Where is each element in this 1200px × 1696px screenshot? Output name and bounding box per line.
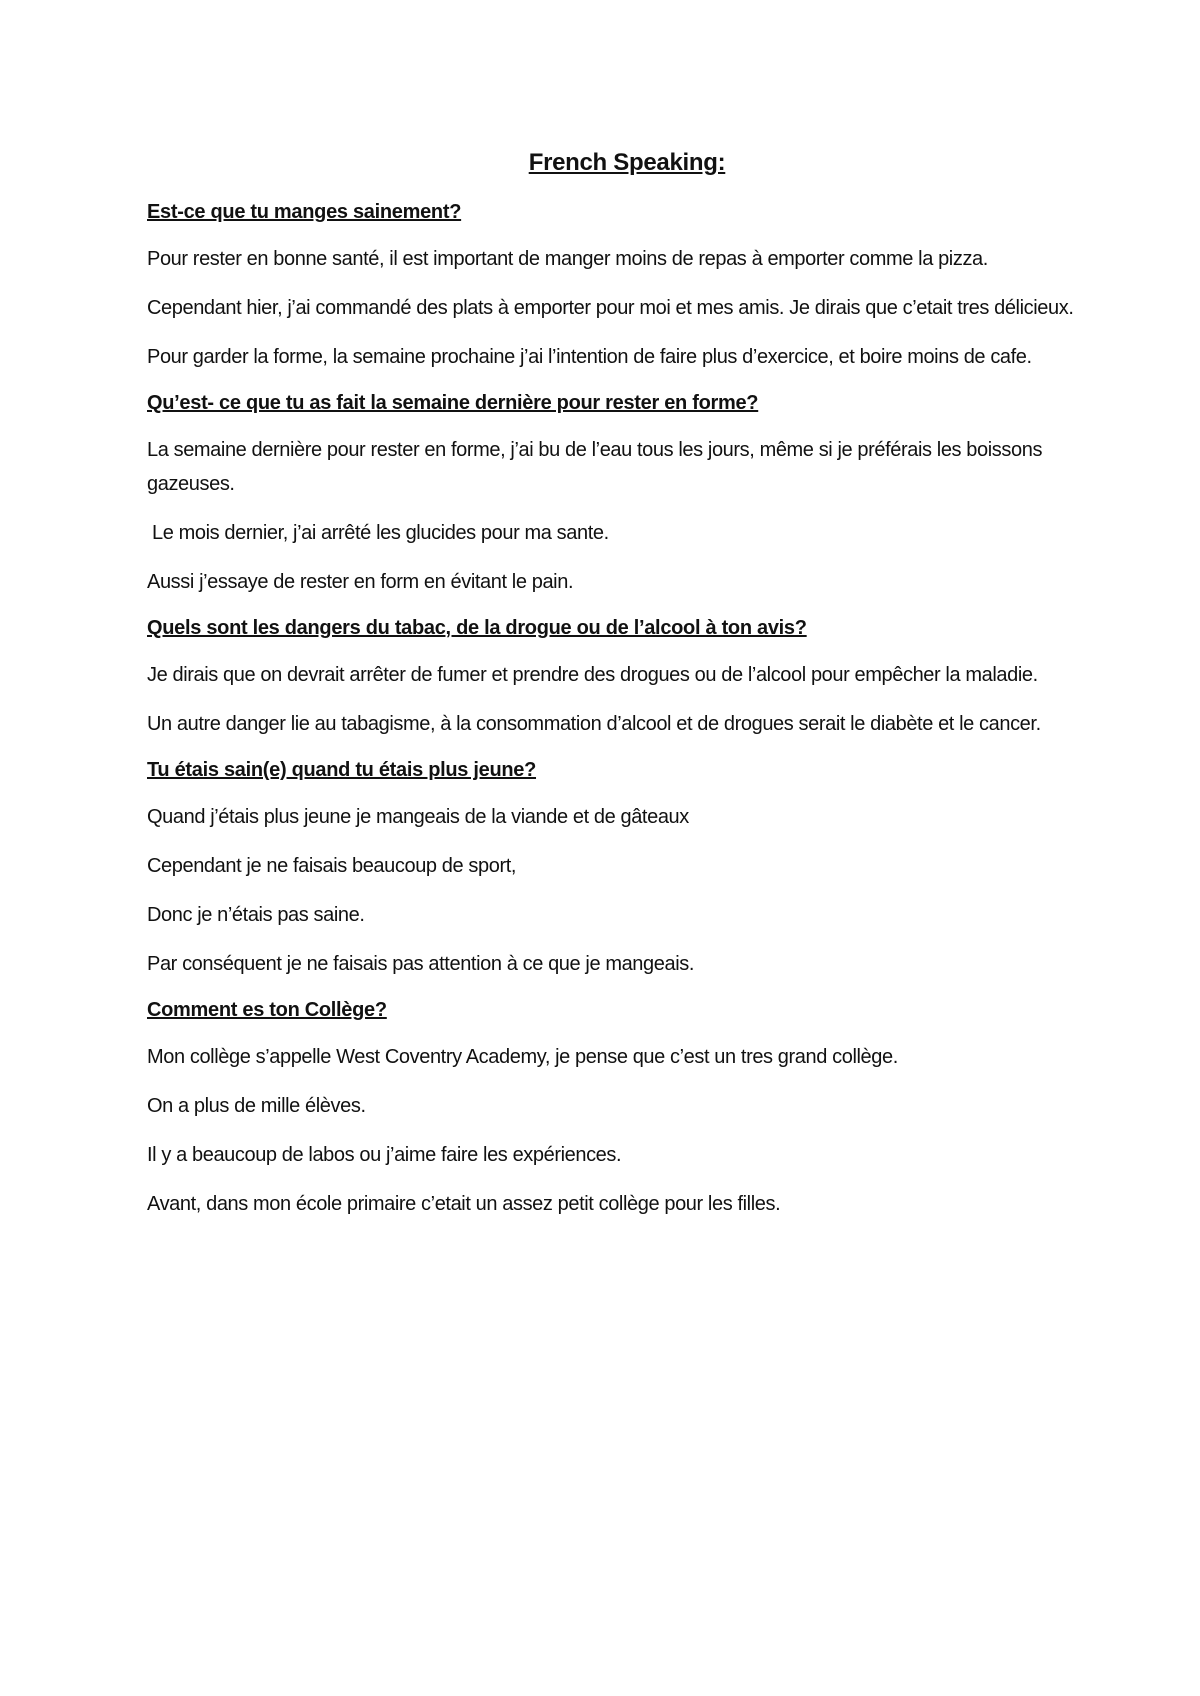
section-3-answer-2: Un autre danger lie au tabagisme, à la consommation d’alcool et de drogues serait le diabète et le cancer. (147, 713, 1041, 735)
section-4-answer-2: Cependant je ne faisais beaucoup de sport, (147, 855, 517, 877)
document-title: French Speaking: (528, 149, 726, 176)
section-2-answer-1: La semaine dernière pour rester en forme, j’ai bu de l’eau tous les jours, même si je préférais les boissons gazeuses. (147, 439, 1043, 495)
section-5-answer-2: On a plus de mille élèves. (147, 1095, 366, 1117)
section-5-answer-4: Avant, dans mon école primaire c’etait un assez petit collège pour les filles. (147, 1193, 781, 1215)
section-4-answer-1: Quand j’étais plus jeune je mangeais de la viande et de gâteaux (147, 806, 689, 828)
section-1-answer-2: Cependant hier, j’ai commandé des plats à emporter pour moi et mes amis. Je dirais que c’etait tres délicieux. (147, 297, 1074, 319)
section-4-answer-3: Donc je n’étais pas saine. (147, 904, 365, 926)
section-5-question: Comment es ton Collège? (147, 999, 387, 1021)
section-2-answer-2: Le mois dernier, j’ai arrêté les glucides pour ma sante. (152, 522, 609, 544)
section-2-answer-3: Aussi j’essaye de rester en form en évitant le pain. (147, 571, 574, 593)
section-2-question: Qu’est- ce que tu as fait la semaine dernière pour rester en forme? (147, 392, 759, 414)
document-content (147, 146, 1107, 1236)
section-1-answer-1: Pour rester en bonne santé, il est important de manger moins de repas à emporter comme la pizza. (147, 248, 988, 270)
section-5-answer-3: Il y a beaucoup de labos ou j’aime faire les expériences. (147, 1144, 622, 1166)
section-3-answer-1: Je dirais que on devrait arrêter de fumer et prendre des drogues ou de l’alcool pour empêcher la maladie. (147, 664, 1038, 686)
section-5-answer-1: Mon collège s’appelle West Coventry Academy, je pense que c’est un tres grand collège. (147, 1046, 898, 1068)
section-4-question: Tu étais sain(e) quand tu étais plus jeune? (147, 759, 537, 781)
section-1-answer-3: Pour garder la forme, la semaine prochaine j’ai l’intention de faire plus d’exercice, et boire moins de cafe. (147, 346, 1032, 368)
section-4-answer-4: Par conséquent je ne faisais pas attention à ce que je mangeais. (147, 953, 694, 975)
section-3-question: Quels sont les dangers du tabac, de la drogue ou de l’alcool à ton avis? (147, 617, 807, 639)
section-1-question: Est-ce que tu manges sainement? (147, 201, 462, 223)
